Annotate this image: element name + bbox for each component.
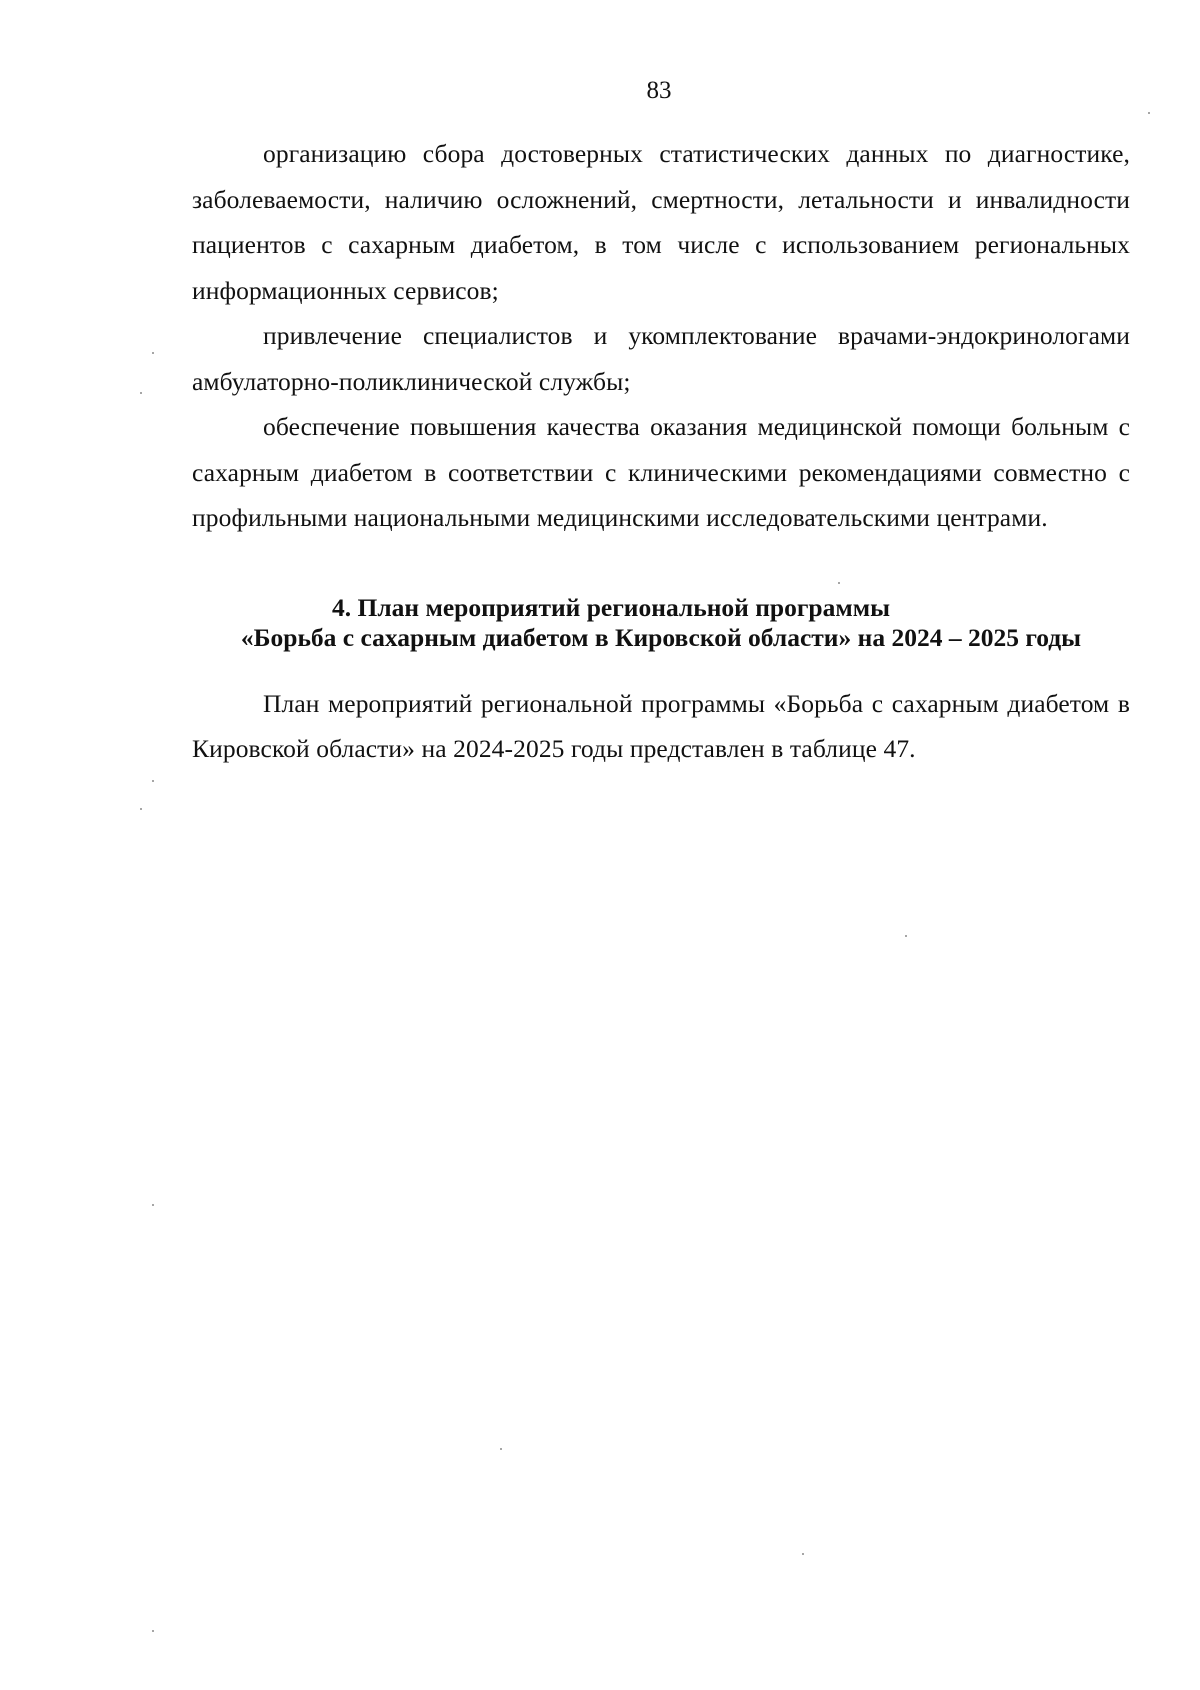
section-body-paragraph: План мероприятий региональной программы «Борьба с сахарным диабетом в Кировской области» на 2024-2025 годы представлен в таблице 47. <box>192 688 1130 763</box>
scan-speck <box>152 352 154 354</box>
scan-speck <box>905 935 907 937</box>
scan-speck <box>152 780 154 782</box>
paragraph-statistics: организацию сбора достоверных статистических данных по диагностике, заболеваемости, наличию осложнений, смертности, летальности и инвалидности пациентов с сахарным диабетом, в том числе с использованием региональных информационных сервисов; <box>192 139 1130 305</box>
scan-speck <box>1148 112 1150 114</box>
scan-speck <box>500 1448 502 1450</box>
section-heading-line-2: «Борьба с сахарным диабетом в Кировской области» на 2024 – 2025 годы <box>240 622 1082 652</box>
scan-speck <box>152 1204 154 1206</box>
section-heading-line-1: 4. План мероприятий региональной программы <box>332 592 890 622</box>
scan-speck <box>140 808 142 810</box>
scan-speck <box>140 392 142 394</box>
scan-speck <box>838 582 840 584</box>
scan-speck <box>802 1553 804 1555</box>
page-number: 83 <box>646 77 672 104</box>
scan-speck <box>152 1630 154 1632</box>
paragraph-quality: обеспечение повышения качества оказания медицинской помощи больным с сахарным диабетом в соответствии с клиническими рекомендациями совместно с профильными национальными медицинскими исследовательскими центрами. <box>192 412 1130 532</box>
page-content <box>192 131 1130 772</box>
section-heading <box>192 593 1130 653</box>
paragraph-specialists: привлечение специалистов и укомплектование врачами-эндокринологами амбулаторно-поликлинической службы; <box>192 321 1130 396</box>
